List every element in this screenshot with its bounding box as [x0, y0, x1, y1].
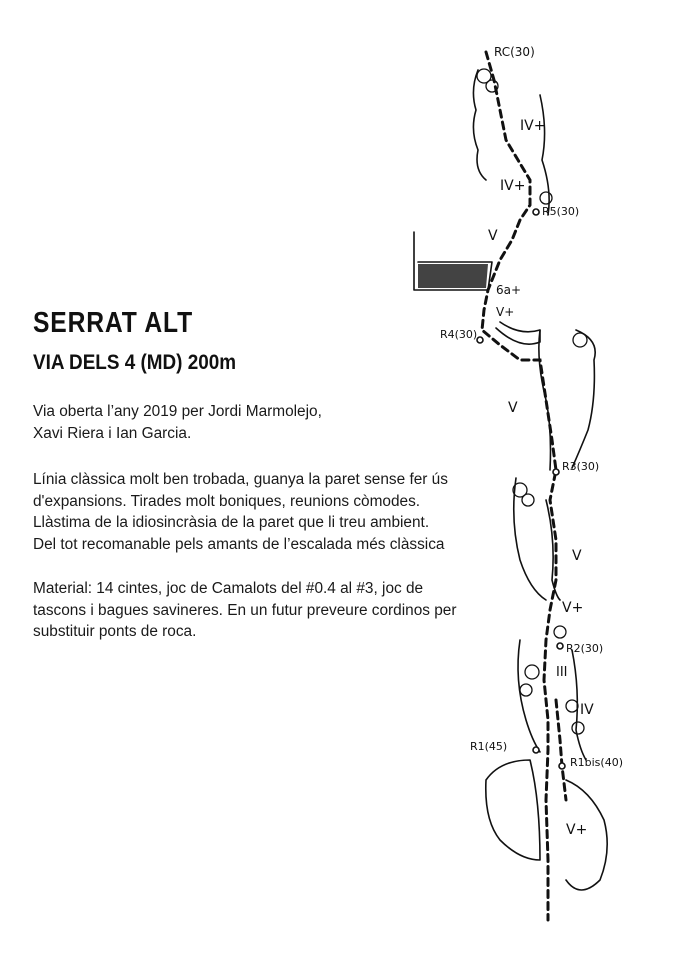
- grade-label: IV: [580, 702, 594, 718]
- grade-label: V+: [566, 822, 588, 838]
- belay-point: [477, 337, 483, 343]
- rock-outline: [518, 640, 540, 752]
- bush: [573, 333, 587, 347]
- text-line: Via oberta l’any 2019 per Jordi Marmolejo,: [33, 403, 322, 420]
- grade-label: IV+: [520, 118, 546, 134]
- text-line: d'expansions. Tirades molt boniques, reunions còmodes.: [33, 492, 421, 510]
- grade-label: V+: [562, 600, 584, 616]
- bush: [540, 192, 552, 204]
- belay-label: R2(30): [566, 642, 604, 655]
- text-line: substituir ponts de roca.: [33, 623, 197, 640]
- text-line: Del tot recomanable pels amants de l’escalada més clàssica: [33, 535, 445, 553]
- bush: [566, 700, 578, 712]
- belay-label: R1bis(40): [570, 756, 623, 769]
- rock-outline: [539, 330, 551, 470]
- text-line: tascons i bagues savineres. En un futur preveure cordinos per: [33, 601, 457, 619]
- belay-label: R5(30): [542, 205, 580, 218]
- grade-label: V: [508, 400, 518, 416]
- rock-outline: [496, 322, 540, 344]
- bush: [522, 494, 534, 506]
- bush: [520, 684, 532, 696]
- belay-label: R4(30): [440, 328, 478, 341]
- belay-label: R3(30): [562, 460, 600, 473]
- text-line: Llàstima de la idiosincràsia de la paret que li treu ambient.: [33, 514, 430, 531]
- belay-point: [553, 469, 559, 475]
- rock-outline: [540, 95, 549, 215]
- belay-point: [533, 747, 539, 753]
- roof-shading: [418, 264, 488, 288]
- belay-point: [559, 763, 565, 769]
- grade-label: 6a+: [496, 283, 522, 297]
- route-line: [556, 700, 566, 800]
- grade-label: IV+: [500, 178, 526, 194]
- route-topo-drawing: [400, 30, 700, 963]
- rock-outline: [486, 760, 540, 860]
- belay-label: RC(30): [494, 45, 535, 59]
- rock-outline: [572, 330, 595, 468]
- grade-label: III: [556, 665, 568, 680]
- grade-label: V+: [496, 305, 515, 319]
- text-line: Material: 14 cintes, joc de Camalots del #0.4 al #3, joc de: [33, 580, 424, 597]
- opening-paragraph: [33, 401, 322, 444]
- belay-point: [533, 209, 539, 215]
- bush: [525, 665, 539, 679]
- text-line: Línia clàssica molt ben trobada, guanya la paret sense fer ús: [33, 471, 448, 488]
- belay-point: [557, 643, 563, 649]
- route-title: SERRAT ALT: [33, 307, 194, 339]
- route-subtitle: VIA DELS 4 (MD) 200m: [33, 351, 237, 374]
- text-line: Xavi Riera i Ian Garcia.: [33, 424, 192, 442]
- bush: [554, 626, 566, 638]
- material-paragraph: [33, 578, 456, 643]
- grade-label: V: [572, 548, 582, 564]
- notes-paragraph: [33, 469, 448, 555]
- bush: [572, 722, 584, 734]
- grade-label: V: [488, 228, 498, 244]
- belay-label: R1(45): [470, 740, 508, 753]
- rock-outline: [473, 70, 486, 180]
